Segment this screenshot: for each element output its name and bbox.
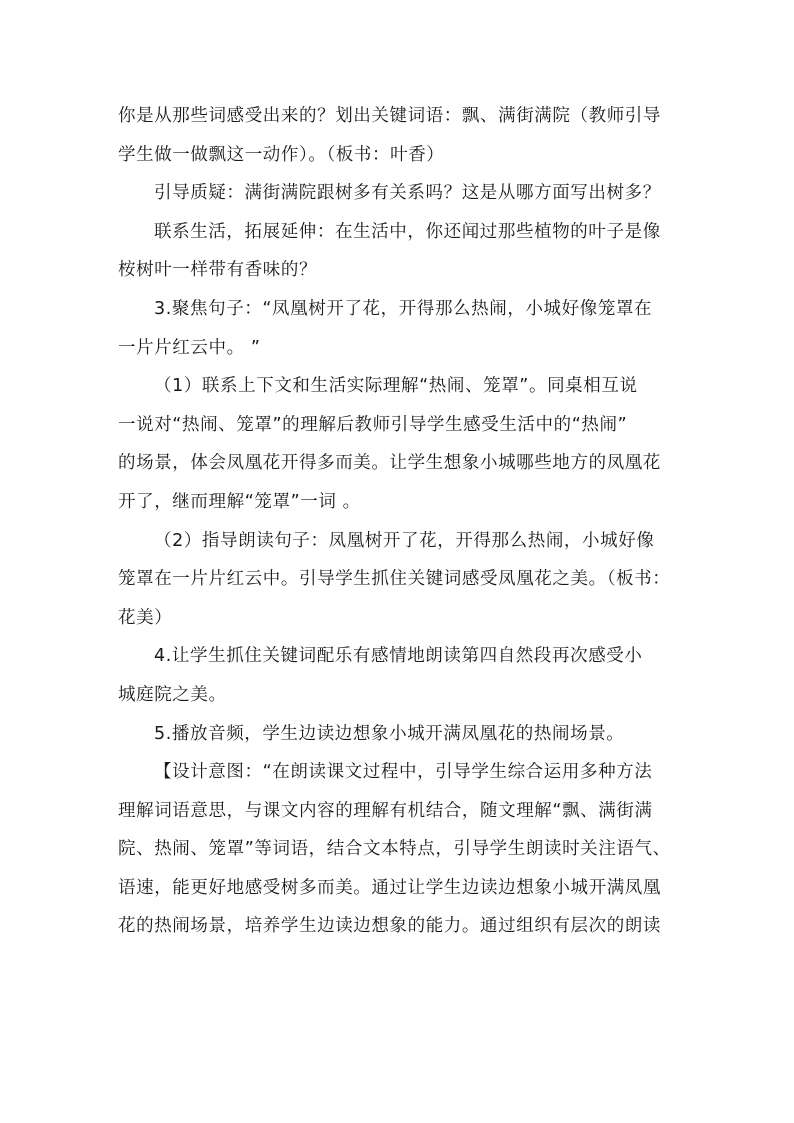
text-line: 桉树叶一样带有香味的？	[118, 260, 318, 281]
text-line: 5.播放音频，学生边读边想象小城开满凤凰花的热闹场景。	[154, 723, 625, 744]
text-line: 学生做一做飘这一动作）。（板书：叶香）	[118, 144, 445, 165]
text-line: 城庭院之美。	[118, 684, 227, 705]
text-line: 引导质疑：满街满院跟树多有关系吗？这是从哪方面写出树多？	[154, 183, 661, 204]
text-line: 花美）	[118, 607, 173, 628]
text-line: （2）指导朗读句子：凤凰树开了花，开得那么热闹，小城好像	[154, 530, 655, 551]
text-line: 开了，继而理解“笼罩”一词 。	[118, 491, 361, 512]
text-line: 理解词语意思，与课文内容的理解有机结合，随文理解“飘、满街满	[118, 800, 653, 821]
text-line: 一说对“热闹、笼罩”的理解后教师引导学生感受生活中的“热闹”	[118, 414, 628, 435]
body-text	[118, 97, 688, 946]
text-line: 【设计意图：“在朗读课文过程中，引导学生综合运用多种方法	[154, 762, 653, 783]
text-line: 的场景，体会凤凰花开得多而美。让学生想象小城哪些地方的凤凰花	[118, 453, 661, 474]
text-line: 语速，能更好地感受树多而美。通过让学生边读边想象小城开满凤凰	[118, 877, 661, 898]
text-line: （1）联系上下文和生活实际理解“热闹、笼罩”。同桌相互说	[154, 376, 638, 397]
text-line: 你是从那些词感受出来的？划出关键词语：飘、满街满院（教师引导	[118, 106, 661, 126]
text-line: 笼罩在一片片红云中。引导学生抓住关键词感受凤凰花之美。（板书：	[118, 569, 671, 590]
text-line: 4.让学生抓住关键词配乐有感情地朗读第四自然段再次感受小	[154, 646, 643, 667]
text-line: 花的热闹场景，培养学生边读边想象的能力。通过组织有层次的朗读	[118, 916, 661, 937]
text-line: 院、热闹、笼罩”等词语，结合文本特点，引导学生朗读时关注语气、	[118, 839, 671, 860]
text-line: 一片片红云中。 ”	[118, 337, 261, 358]
text-line: 联系生活，拓展延伸：在生活中，你还闻过那些植物的叶子是像	[154, 221, 661, 242]
text-line: 3.聚焦句子：“凤凰树开了花，开得那么热闹，小城好像笼罩在	[154, 298, 653, 319]
